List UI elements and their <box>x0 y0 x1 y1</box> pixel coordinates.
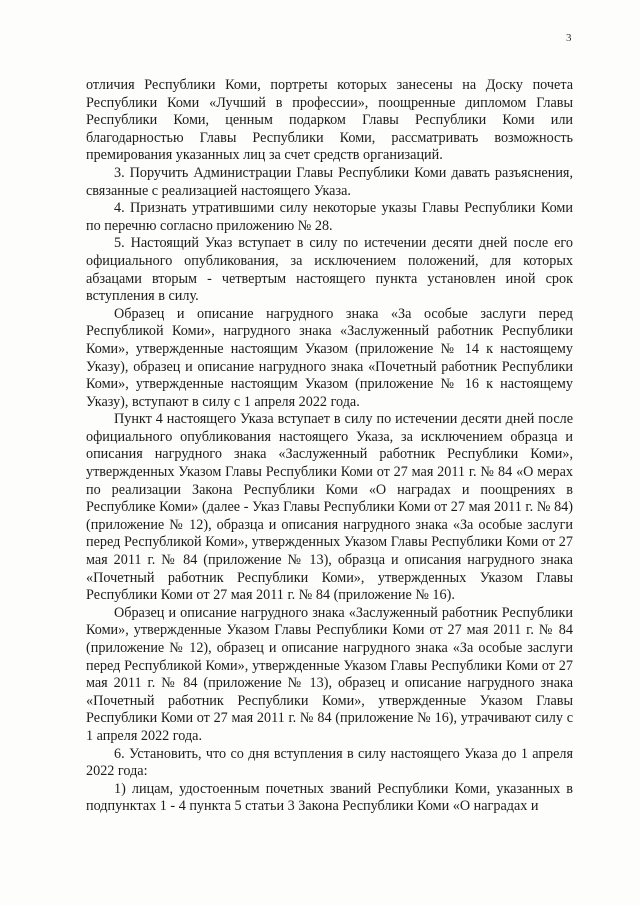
page-number: 3 <box>566 32 572 44</box>
paragraph-item-4: 4. Признать утратившими силу некоторые указы Главы Республики Коми по перечню согласно приложению № 28. <box>86 200 573 234</box>
paragraph-item-3: 3. Поручить Администрации Главы Республики Коми давать разъяснения, связанные с реализацией настоящего Указа. <box>86 164 573 199</box>
paragraph-item-5-abzac-4: Образец и описание нагрудного знака «Заслуженный работник Республики Коми», утвержденные Указом Главы Республики Коми от 27 мая 2011 г. № 84 (приложение № 12), образец и описание нагрудного знака «За особые заслуги перед Республикой Коми», утвержденные Указом Главы Республики Коми от 27 мая 2011 г. № 84 (приложение № 13), образец и описание нагрудного знака «Почетный работник Республики Коми», утвержденные Указом Главы Республики Коми от 27 мая 2011 г. № 84 (приложение № 16), утрачивают силу с 1 апреля 2022 года. <box>86 604 573 744</box>
paragraph-item-5-abzac-3: Пункт 4 настоящего Указа вступает в силу по истечении десяти дней после официального опубликования настоящего Указа, за исключением образца и описания нагрудного знака «Заслуженный работник Республики Коми», утвержденных Указом Главы Республики Коми от 27 мая 2011 г. № 84 «О мерах по реализации Закона Республики Коми «О наградах и поощрениях в Республике Коми» (далее - Указ Главы Республики Коми от 27 мая 2011 г. № 84) (приложение № 12), образца и описания нагрудного знака «За особые заслуги перед Республикой Коми», утвержденных Указом Главы Республики Коми от 27 мая 2011 г. № 84 (приложение № 13), образца и описания нагрудного знака «Почетный работник Республики Коми», утвержденных Указом Главы Республики Коми от 27 мая 2011 г. № 84 (приложение № 16). <box>86 411 573 604</box>
paragraph-item-5-abzac-2: Образец и описание нагрудного знака «За особые заслуги перед Республикой Коми», нагрудного знака «Заслуженный работник Республики Коми», утвержденные настоящим Указом (приложение № 14 к настоящему Указу), образец и описание нагрудного знака «Почетный работник Республики Коми», утвержденные настоящим Указом (приложение № 16 к настоящему Указу), вступают в силу с 1 апреля 2022 года. <box>86 305 573 410</box>
document-body <box>86 77 573 816</box>
paragraph-item-5: 5. Настоящий Указ вступает в силу по истечении десяти дней после его официального опубликования, за исключением положений, для которых абзацами вторым - четвертым настоящего пункта установлен иной срок вступления в силу. <box>86 235 573 305</box>
paragraph-item-6: 6. Установить, что со дня вступления в силу настоящего Указа до 1 апреля 2022 года: <box>86 745 573 780</box>
paragraph-item-6-sub-1: 1) лицам, удостоенным почетных званий Республики Коми, указанных в подпунктах 1 - 4 пункта 5 статьи 3 Закона Республики Коми «О наградах и <box>86 780 573 815</box>
paragraph-continuation: отличия Республики Коми, портреты которых занесены на Доску почета Республики Коми «Лучший в профессии», поощренные дипломом Главы Республики Коми, ценным подарком Главы Республики Коми или благодарностью Главы Республики Коми, рассматривать возможность премирования указанных лиц за счет средств организаций. <box>86 77 573 164</box>
